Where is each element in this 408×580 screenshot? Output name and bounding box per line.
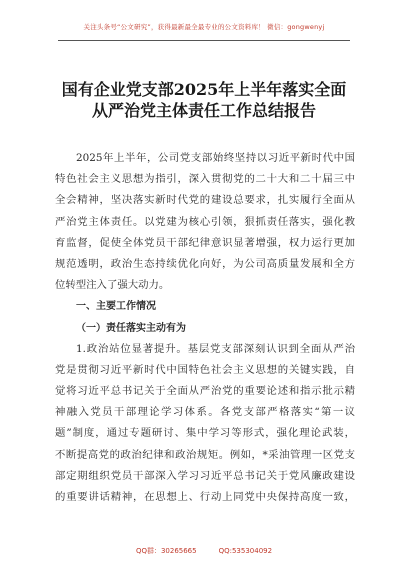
paragraph-line: 的重要讲话精神，在思想上、行动上同党中央保持高度一致， [55, 491, 355, 503]
paragraph-line: 全会精神，坚决落实新时代党的建设总要求，扎实履行全面从 [55, 194, 355, 207]
footer-qq-number: QQ:535304092 [218, 547, 273, 555]
section-heading: 一、主要工作情况 [76, 301, 156, 313]
header-divider [58, 40, 350, 41]
paragraph-line: 特色社会主义思想为指引，深入贯彻党的二十大和二十届三中 [55, 173, 355, 186]
paragraph-line: 规范透明，政治生态持续优化向好，为公司高质量发展和全方 [55, 257, 355, 270]
paragraph-line: 2025年上半年，公司党支部始终坚持以习近平新时代中国 [76, 152, 355, 164]
paragraph-line: 不断提高党的政治纪律和政治规矩。例如，*采油管理一区党支 [55, 448, 355, 461]
document-body [55, 148, 355, 508]
paragraph-line: 1.政治站位显著提升。基层党支部深刻认识到全面从严治 [76, 342, 355, 355]
paragraph-line: 位转型注入了强大动力。 [55, 279, 170, 292]
footer-contact [0, 546, 408, 556]
footer-qq-group: QQ群：30265665 [135, 547, 197, 555]
paragraph-line: 党是贯彻习近平新时代中国特色社会主义思想的关键实践，自 [55, 363, 355, 376]
document-title-line-1: 国有企业党支部2025年上半年落实全面 [61, 80, 347, 99]
subsection-heading: （一）责任落实主动有为 [76, 322, 186, 334]
paragraph-line: 部定期组织党员干部深入学习习近平总书记关于党风廉政建设 [55, 469, 355, 482]
paragraph-line: 觉将习近平总书记关于全面从严治党的重要论述和指示批示精 [55, 385, 355, 398]
paragraph-line: 神融入党员干部理论学习体系。各党支部严格落实“第一议 [55, 406, 355, 419]
paragraph-line: 严治党主体责任。以党建为核心引领，狠抓责任落实，强化教 [55, 215, 355, 228]
document-title-line-2: 从严治党主体责任工作总结报告 [91, 101, 316, 120]
paragraph-line: 题”制度，通过专题研讨、集中学习等形式，强化理论武装， [55, 427, 355, 440]
paragraph-line: 育监督，促使全体党员干部纪律意识显著增强，权力运行更加 [55, 236, 355, 249]
header-banner: 关注头条号“公文研究”，获得最新最全最专业的公文资料库！ 微信：gongwenyj [83, 23, 325, 31]
